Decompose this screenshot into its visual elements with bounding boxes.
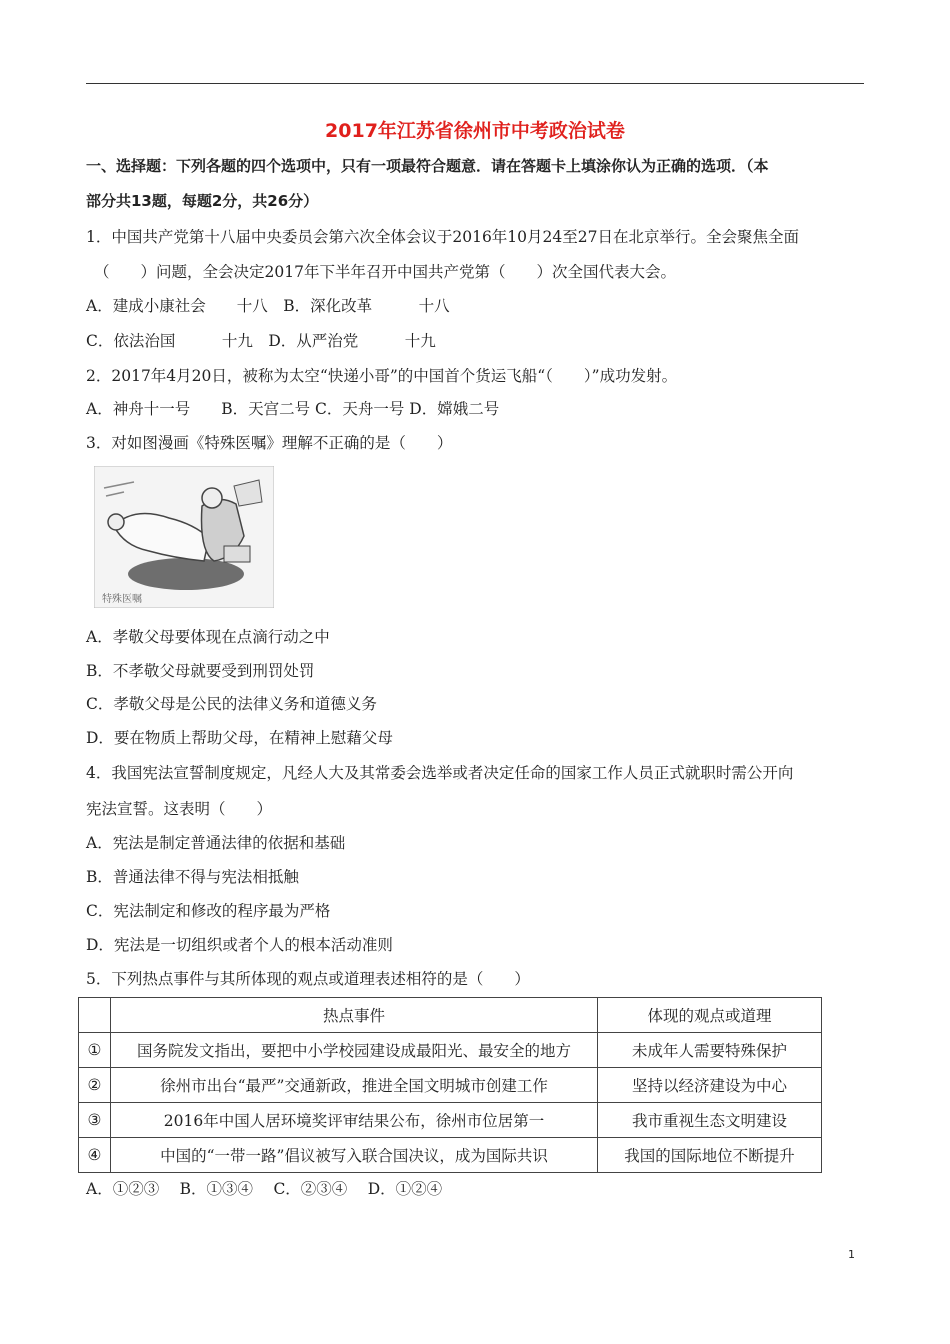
q4-option-b: B．普通法律不得与宪法相抵触 — [86, 868, 299, 886]
row-view: 未成年人需要特殊保护 — [598, 1033, 822, 1068]
table-header-blank — [79, 998, 111, 1033]
table-header-row — [79, 998, 822, 1033]
table-row — [79, 1068, 822, 1103]
q4-option-a: A．宪法是制定普通法律的依据和基础 — [86, 834, 346, 852]
row-view: 我国的国际地位不断提升 — [598, 1138, 822, 1173]
row-view: 坚持以经济建设为中心 — [598, 1068, 822, 1103]
q5-stem: 5．下列热点事件与其所体现的观点或道理表述相符的是（ ） — [86, 970, 530, 988]
q3-option-a: A．孝敬父母要体现在点滴行动之中 — [86, 628, 330, 646]
row-event: 2016年中国人居环境奖评审结果公布，徐州市位居第一 — [111, 1103, 598, 1138]
cartoon-illustration — [94, 466, 274, 608]
row-number: ④ — [79, 1138, 111, 1173]
table-row — [79, 1033, 822, 1068]
table-header-event: 热点事件 — [111, 998, 598, 1033]
row-event: 国务院发文指出，要把中小学校园建设成最阳光、最安全的地方 — [111, 1033, 598, 1068]
row-event: 中国的“一带一路”倡议被写入联合国决议，成为国际共识 — [111, 1138, 598, 1173]
q3-option-c: C．孝敬父母是公民的法律义务和道德义务 — [86, 695, 377, 713]
q5-options: A．①②③ B．①③④ C．②③④ D．①②④ — [86, 1180, 443, 1198]
q1-stem-line1: 1．中国共产党第十八届中央委员会第六次全体会议于2016年10月24至27日在北京举行。全会聚焦全面 — [86, 228, 799, 246]
cartoon-image — [94, 466, 274, 608]
q4-option-d: D．宪法是一切组织或者个人的根本活动准则 — [86, 936, 393, 954]
section-heading-line1: 一、选择题：下列各题的四个选项中，只有一项最符合题意．请在答题卡上填涂你认为正确的选项．（本 — [86, 157, 769, 175]
q1-options-cd: C．依法治国 十九 D．从严治党 十九 — [86, 332, 436, 350]
q1-stem-line2: （ ）问题，全会决定2017年下半年召开中国共产党第（ ）次全国代表大会。 — [94, 263, 676, 281]
q4-stem-line1: 4．我国宪法宣誓制度规定，凡经人大及其常委会选举或者决定任命的国家工作人员正式就职时需公开向 — [86, 764, 794, 782]
q2-stem: 2．2017年4月20日，被称为太空“快递小哥”的中国首个货运飞船“（ ）”成功发射。 — [86, 367, 678, 385]
header-rule — [86, 83, 864, 84]
q3-option-d: D．要在物质上帮助父母，在精神上慰藉父母 — [86, 729, 393, 747]
row-view: 我市重视生态文明建设 — [598, 1103, 822, 1138]
q4-stem-line2: 宪法宣誓。这表明（ ） — [86, 800, 273, 818]
table-header-view: 体现的观点或道理 — [598, 998, 822, 1033]
q5-table — [78, 997, 822, 1173]
table-row — [79, 1138, 822, 1173]
q2-options: A．神舟十一号 B．天宫二号 C．天舟一号 D．嫦娥二号 — [86, 400, 500, 418]
q1-options-ab: A．建成小康社会 十八 B．深化改革 十八 — [86, 297, 450, 315]
cartoon-caption: 特殊医嘱 — [102, 594, 142, 605]
row-number: ① — [79, 1033, 111, 1068]
q4-option-c: C．宪法制定和修改的程序最为严格 — [86, 902, 331, 920]
q3-option-b: B．不孝敬父母就要受到刑罚处罚 — [86, 662, 315, 680]
page-number: 1 — [848, 1248, 855, 1261]
row-number: ② — [79, 1068, 111, 1103]
table-row — [79, 1103, 822, 1138]
q3-stem: 3．对如图漫画《特殊医嘱》理解不正确的是（ ） — [86, 434, 453, 452]
row-number: ③ — [79, 1103, 111, 1138]
page-title: 2017年江苏省徐州市中考政治试卷 — [325, 120, 625, 142]
row-event: 徐州市出台“最严”交通新政，推进全国文明城市创建工作 — [111, 1068, 598, 1103]
section-heading-line2: 部分共13题，每题2分，共26分） — [86, 192, 319, 210]
